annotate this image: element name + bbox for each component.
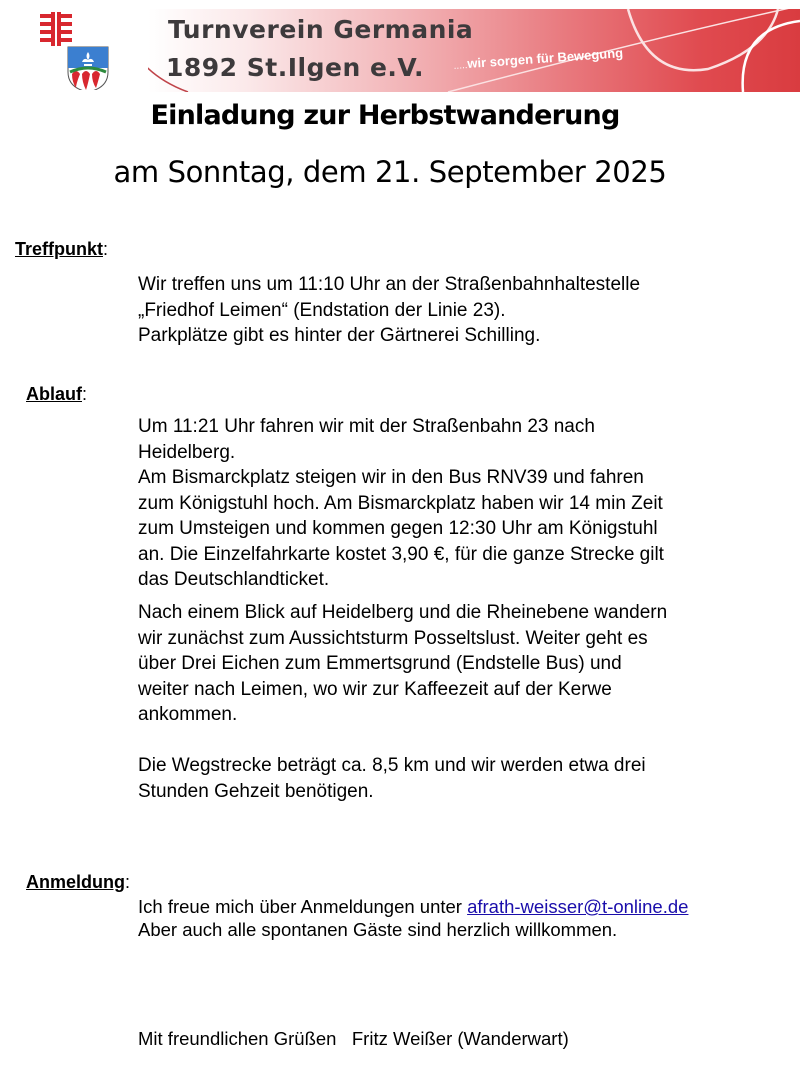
coat-of-arms-icon [68,47,108,90]
email-link[interactable]: afrath-weisser@t-online.de [467,896,689,917]
text-line: Stunden Gehzeit benötigen. [138,780,374,802]
text-line: Die Wegstrecke beträgt ca. 8,5 km und wir werden etwa drei [138,755,646,776]
text-line: Parkplätze gibt es hinter der Gärtnerei Schilling. [138,325,541,346]
ablauf-text-block-3 [138,753,778,804]
club-name-line2: 1892 St.Ilgen e.V. [166,53,425,82]
label-text: Ablauf [26,384,82,404]
section-label-anmeldung [26,872,130,893]
event-date: am Sonntag, dem 21. September 2025 [113,155,667,189]
registration-prefix: Ich freue mich über Anmeldungen unter [138,896,468,917]
text-line: Um 11:21 Uhr fahren wir mit der Straßenbahn 23 nach [138,416,595,437]
closing-signature [138,975,778,1077]
turnerkreuz-icon [40,12,72,46]
section-label-ablauf [26,384,87,405]
ablauf-text-block-1 [138,414,778,593]
anmeldung-text [138,895,778,941]
club-name-line1: Turnverein Germania [168,15,474,44]
club-banner [148,9,800,92]
ablauf-text-block-2 [138,600,778,728]
club-logo [36,10,116,90]
text-line: Heidelberg. [138,441,236,463]
text-line: wir zunächst zum Aussichtsturm Posseltslust. Weiter geht es [138,627,648,649]
text-line: an. Die Einzelfahrkarte kostet 3,90 €, für die ganze Strecke gilt [138,543,664,565]
text-line: Wir treffen uns um 11:10 Uhr an der Straßenbahnhaltestelle [138,274,641,295]
text-line: zum Umsteigen und kommen gegen 12:30 Uhr am Königstuhl [138,518,658,539]
text-line: das Deutschlandticket. [138,569,330,590]
page-title: Einladung zur Herbstwanderung [150,100,620,131]
label-colon: : [103,239,109,259]
text-line [138,895,778,918]
label-text: Treffpunkt [15,239,103,259]
text-line: weiter nach Leimen, wo wir zur Kaffeezeit auf der Kerwe [138,678,612,700]
text-line: über Drei Eichen zum Emmertsgrund (Endstelle Bus) und [138,653,622,674]
text-line: Am Bismarckplatz steigen wir in den Bus RNV39 und fahren [138,467,644,488]
closing-line: Mit freundlichen Grüßen Fritz Weißer (Wanderwart) [138,1028,569,1049]
slogan-dots: ..... [453,60,468,72]
label-text: Anmeldung [26,872,125,892]
text-line: zum Königstuhl hoch. Am Bismarckplatz haben wir 14 min Zeit [138,492,663,514]
section-label-treffpunkt [15,239,108,260]
slogan-text: wir sorgen für Bewegung [466,45,624,72]
text-line: Nach einem Blick auf Heidelberg und die Rheinebene wandern [138,602,668,623]
text-line: Aber auch alle spontanen Gäste sind herzlich willkommen. [138,919,618,940]
label-colon: : [82,384,88,404]
treffpunkt-text [138,272,778,349]
label-colon: : [125,872,131,892]
text-line: ankommen. [138,704,238,725]
header [0,0,808,96]
text-line: „Friedhof Leimen“ (Endstation der Linie 23). [138,299,506,321]
